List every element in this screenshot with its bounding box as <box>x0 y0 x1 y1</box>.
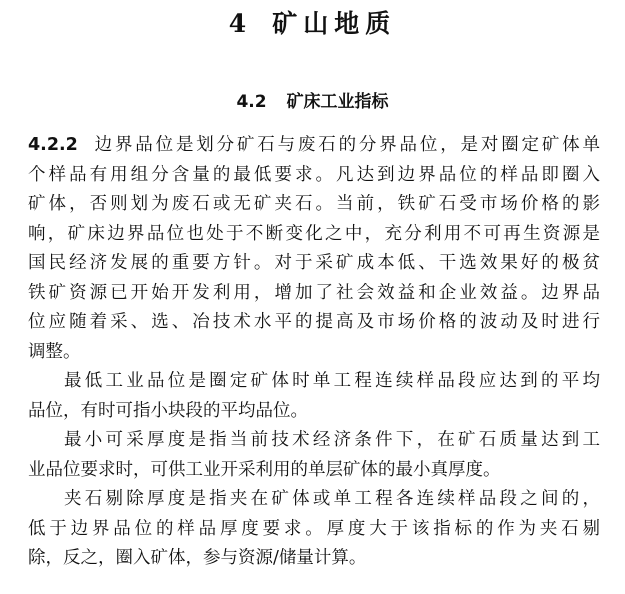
text-line: 矿体，否则划为废石或无矿夹石。当前，铁矿石受市场价格的影 <box>28 194 600 214</box>
text-line: 响，矿床边界品位也处于不断变化之中，充分利用不可再生资源是 <box>28 223 600 244</box>
section-title <box>0 90 625 114</box>
chapter-title <box>0 8 625 40</box>
text-line: 国民经济发展的重要方针。对于采矿成本低、干选效果好的极贫 <box>28 253 600 273</box>
text-line: 最低工业品位是圈定矿体时单工程连续样品段应达到的平均 <box>64 371 600 391</box>
text-line: 夹石剔除厚度是指夹在矿体或单工程各连续样品段之间的， <box>64 489 600 509</box>
section-title-text: 矿床工业指标 <box>286 92 389 112</box>
text-line: 个样品有用组分含量的最低要求。凡达到边界品位的样品即圈入 <box>28 164 600 185</box>
text-line: 业品位要求时，可供工业开采利用的单层矿体的最小真厚度。 <box>28 459 501 480</box>
text-line: 调整。 <box>28 341 81 362</box>
text-line: 最小可采厚度是指当前技术经济条件下，在矿石质量达到工 <box>64 430 600 450</box>
text-line: 位应随着采、选、冶技术水平的提高及市场价格的波动及时进行 <box>28 312 600 332</box>
text-line: 品位，有时可指小块段的平均品位。 <box>28 400 308 421</box>
text-line: 除，反之，圈入矿体，参与资源/储量计算。 <box>28 548 367 568</box>
text-line: 铁矿资源已开始开发利用，增加了社会效益和企业效益。边界品 <box>28 282 600 303</box>
chapter-number: 4 <box>228 9 253 38</box>
text-line: 4.2.2 边界品位是划分矿石与废石的分界品位，是对圈定矿体单 <box>28 135 600 155</box>
chapter-title-text: 矿山地质 <box>272 9 397 38</box>
clause-number: 4.2.2 <box>28 135 78 155</box>
section-number: 4.2 <box>236 92 267 112</box>
body-text <box>28 131 600 574</box>
text-line: 低于边界品位的样品厚度要求。厚度大于该指标的作为夹石剔 <box>28 518 600 539</box>
